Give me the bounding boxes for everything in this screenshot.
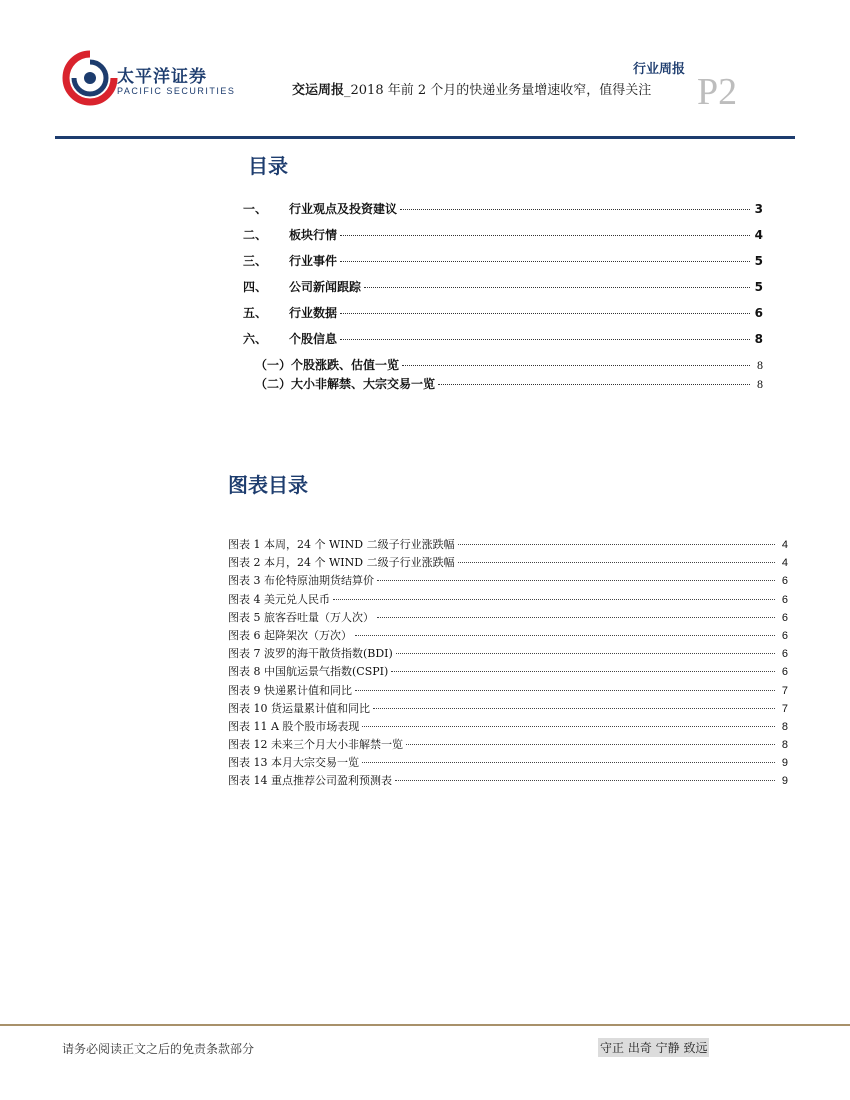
figure-item-page: 6 (781, 611, 788, 624)
figure-item-label: 图表 7 波罗的海干散货指数(BDI) (228, 647, 393, 661)
figure-item-label: 图表 4 美元兑人民币 (228, 592, 330, 606)
toc-item-label: 个股信息 (289, 332, 338, 346)
report-title (292, 79, 651, 98)
report-title-bold: 交运周报 (292, 83, 345, 98)
leader-dots (333, 599, 775, 600)
leader-dots (373, 708, 775, 709)
toc-item-page: 5 (754, 254, 763, 268)
toc-item-page: 5 (754, 280, 763, 294)
toc-item-page: 4 (754, 228, 763, 242)
figure-item[interactable] (228, 554, 788, 572)
figure-item-label: 图表 6 起降架次（万次） (228, 628, 352, 642)
leader-dots (396, 653, 775, 654)
figure-item[interactable] (228, 663, 788, 681)
page-number: P2 (697, 71, 738, 113)
figure-item[interactable] (228, 772, 788, 790)
leader-dots (402, 365, 750, 366)
toc-item-label: 公司新闻跟踪 (289, 280, 362, 294)
leader-dots (340, 261, 750, 262)
figure-item-page: 6 (781, 593, 788, 606)
figure-item[interactable] (228, 754, 788, 772)
toc-item-label: 行业数据 (289, 306, 338, 320)
figure-item-page: 8 (781, 720, 788, 733)
figure-item-label: 图表 1 本周，24 个 WIND 二级子行业涨跌幅 (228, 538, 455, 551)
toc-heading: 目录 (248, 154, 288, 178)
figure-item-label: 图表 10 货运量累计值和同比 (228, 701, 370, 715)
figure-item[interactable] (228, 536, 788, 554)
leader-dots (458, 562, 775, 563)
leader-dots (340, 313, 750, 314)
company-name: 太平洋证券 (117, 67, 207, 87)
toc-item-page: 3 (754, 202, 763, 216)
figure-item-page: 7 (781, 702, 788, 715)
toc-item[interactable] (243, 278, 763, 304)
toc-item-page: 8 (754, 332, 763, 346)
figure-item-page: 9 (781, 757, 788, 770)
leader-dots (438, 384, 750, 385)
toc-item[interactable] (243, 200, 763, 226)
company-motto: 守正 出奇 宁静 致远 (598, 1038, 709, 1057)
figure-item-page: 4 (781, 539, 788, 551)
figure-item-label: 图表 14 重点推荐公司盈利预测表 (228, 774, 392, 788)
figure-item[interactable] (228, 682, 788, 700)
figure-item-page: 8 (781, 739, 788, 752)
toc-item-label: 板块行情 (289, 228, 338, 242)
leader-dots (340, 339, 750, 340)
header-divider (55, 136, 795, 139)
figures-heading: 图表目录 (228, 473, 308, 497)
leader-dots (458, 544, 775, 545)
toc-subitem-page: 8 (757, 358, 763, 372)
company-logo (60, 48, 120, 108)
figure-item[interactable] (228, 609, 788, 627)
toc-item[interactable] (243, 226, 763, 252)
leader-dots (406, 744, 775, 745)
company-name-en: PACIFIC SECURITIES (117, 86, 236, 96)
figure-item[interactable] (228, 591, 788, 609)
toc-subitem-label: （二）大小非解禁、大宗交易一览 (255, 377, 436, 391)
report-type: 行业周报 (632, 62, 685, 77)
figure-item-label: 图表 12 未来三个月大小非解禁一览 (228, 738, 403, 752)
toc-item-num: 二、 (243, 228, 268, 242)
leader-dots (355, 690, 775, 691)
figure-item[interactable] (228, 736, 788, 754)
toc-item-num: 一、 (243, 202, 268, 216)
figure-item[interactable] (228, 627, 788, 645)
figure-item[interactable] (228, 645, 788, 663)
toc-item-page: 6 (754, 306, 763, 320)
leader-dots (362, 726, 775, 727)
leader-dots (400, 209, 750, 210)
figure-item-label: 图表 3 布伦特原油期货结算价 (228, 574, 374, 588)
toc-item-num: 六、 (243, 332, 268, 346)
toc-item-num: 五、 (243, 306, 268, 320)
figure-item-label: 图表 2 本月，24 个 WIND 二级子行业涨跌幅 (228, 556, 455, 570)
toc-item-label: 行业事件 (289, 254, 338, 268)
toc-item-label: 行业观点及投资建议 (289, 202, 398, 216)
toc-item-num: 三、 (243, 254, 268, 268)
figure-item-page: 6 (781, 575, 788, 588)
footer-divider (0, 1024, 850, 1026)
toc-list (243, 200, 763, 394)
figure-item-page: 6 (781, 648, 788, 661)
toc-subitem-page: 8 (757, 377, 763, 391)
toc-subitem[interactable] (243, 356, 763, 375)
figure-item-label: 图表 9 快递累计值和同比 (228, 683, 352, 697)
report-title-rest: _2018 年前 2 个月的快递业务量增速收窄，值得关注 (344, 83, 652, 98)
figure-item[interactable] (228, 700, 788, 718)
figure-item-page: 9 (781, 775, 788, 788)
figures-list (228, 536, 788, 791)
toc-subitem-label: （一）个股涨跌、估值一览 (255, 358, 400, 372)
leader-dots (364, 287, 750, 288)
leader-dots (377, 580, 775, 581)
leader-dots (395, 780, 775, 781)
toc-item[interactable] (243, 252, 763, 278)
figure-item[interactable] (228, 718, 788, 736)
figure-item-page: 6 (781, 666, 788, 679)
figure-item-label: 图表 13 本月大宗交易一览 (228, 756, 359, 770)
disclaimer-note: 请务必阅读正文之后的免责条款部分 (62, 1042, 255, 1056)
toc-item[interactable] (243, 304, 763, 330)
figure-item-page: 6 (781, 629, 788, 642)
figure-item[interactable] (228, 572, 788, 590)
toc-subitem[interactable] (243, 375, 763, 394)
leader-dots (377, 617, 775, 618)
figure-item-page: 7 (781, 684, 788, 697)
leader-dots (391, 671, 775, 672)
figure-item-label: 图表 11 A 股个股市场表现 (228, 719, 360, 733)
toc-item[interactable] (243, 330, 763, 356)
figure-item-label: 图表 5 旅客吞吐量（万人次） (228, 610, 374, 624)
toc-item-num: 四、 (243, 280, 268, 294)
leader-dots (355, 635, 775, 636)
figure-item-page: 4 (781, 557, 788, 570)
figure-item-label: 图表 8 中国航运景气指数(CSPI) (228, 665, 389, 679)
leader-dots (362, 762, 775, 763)
leader-dots (340, 235, 750, 236)
